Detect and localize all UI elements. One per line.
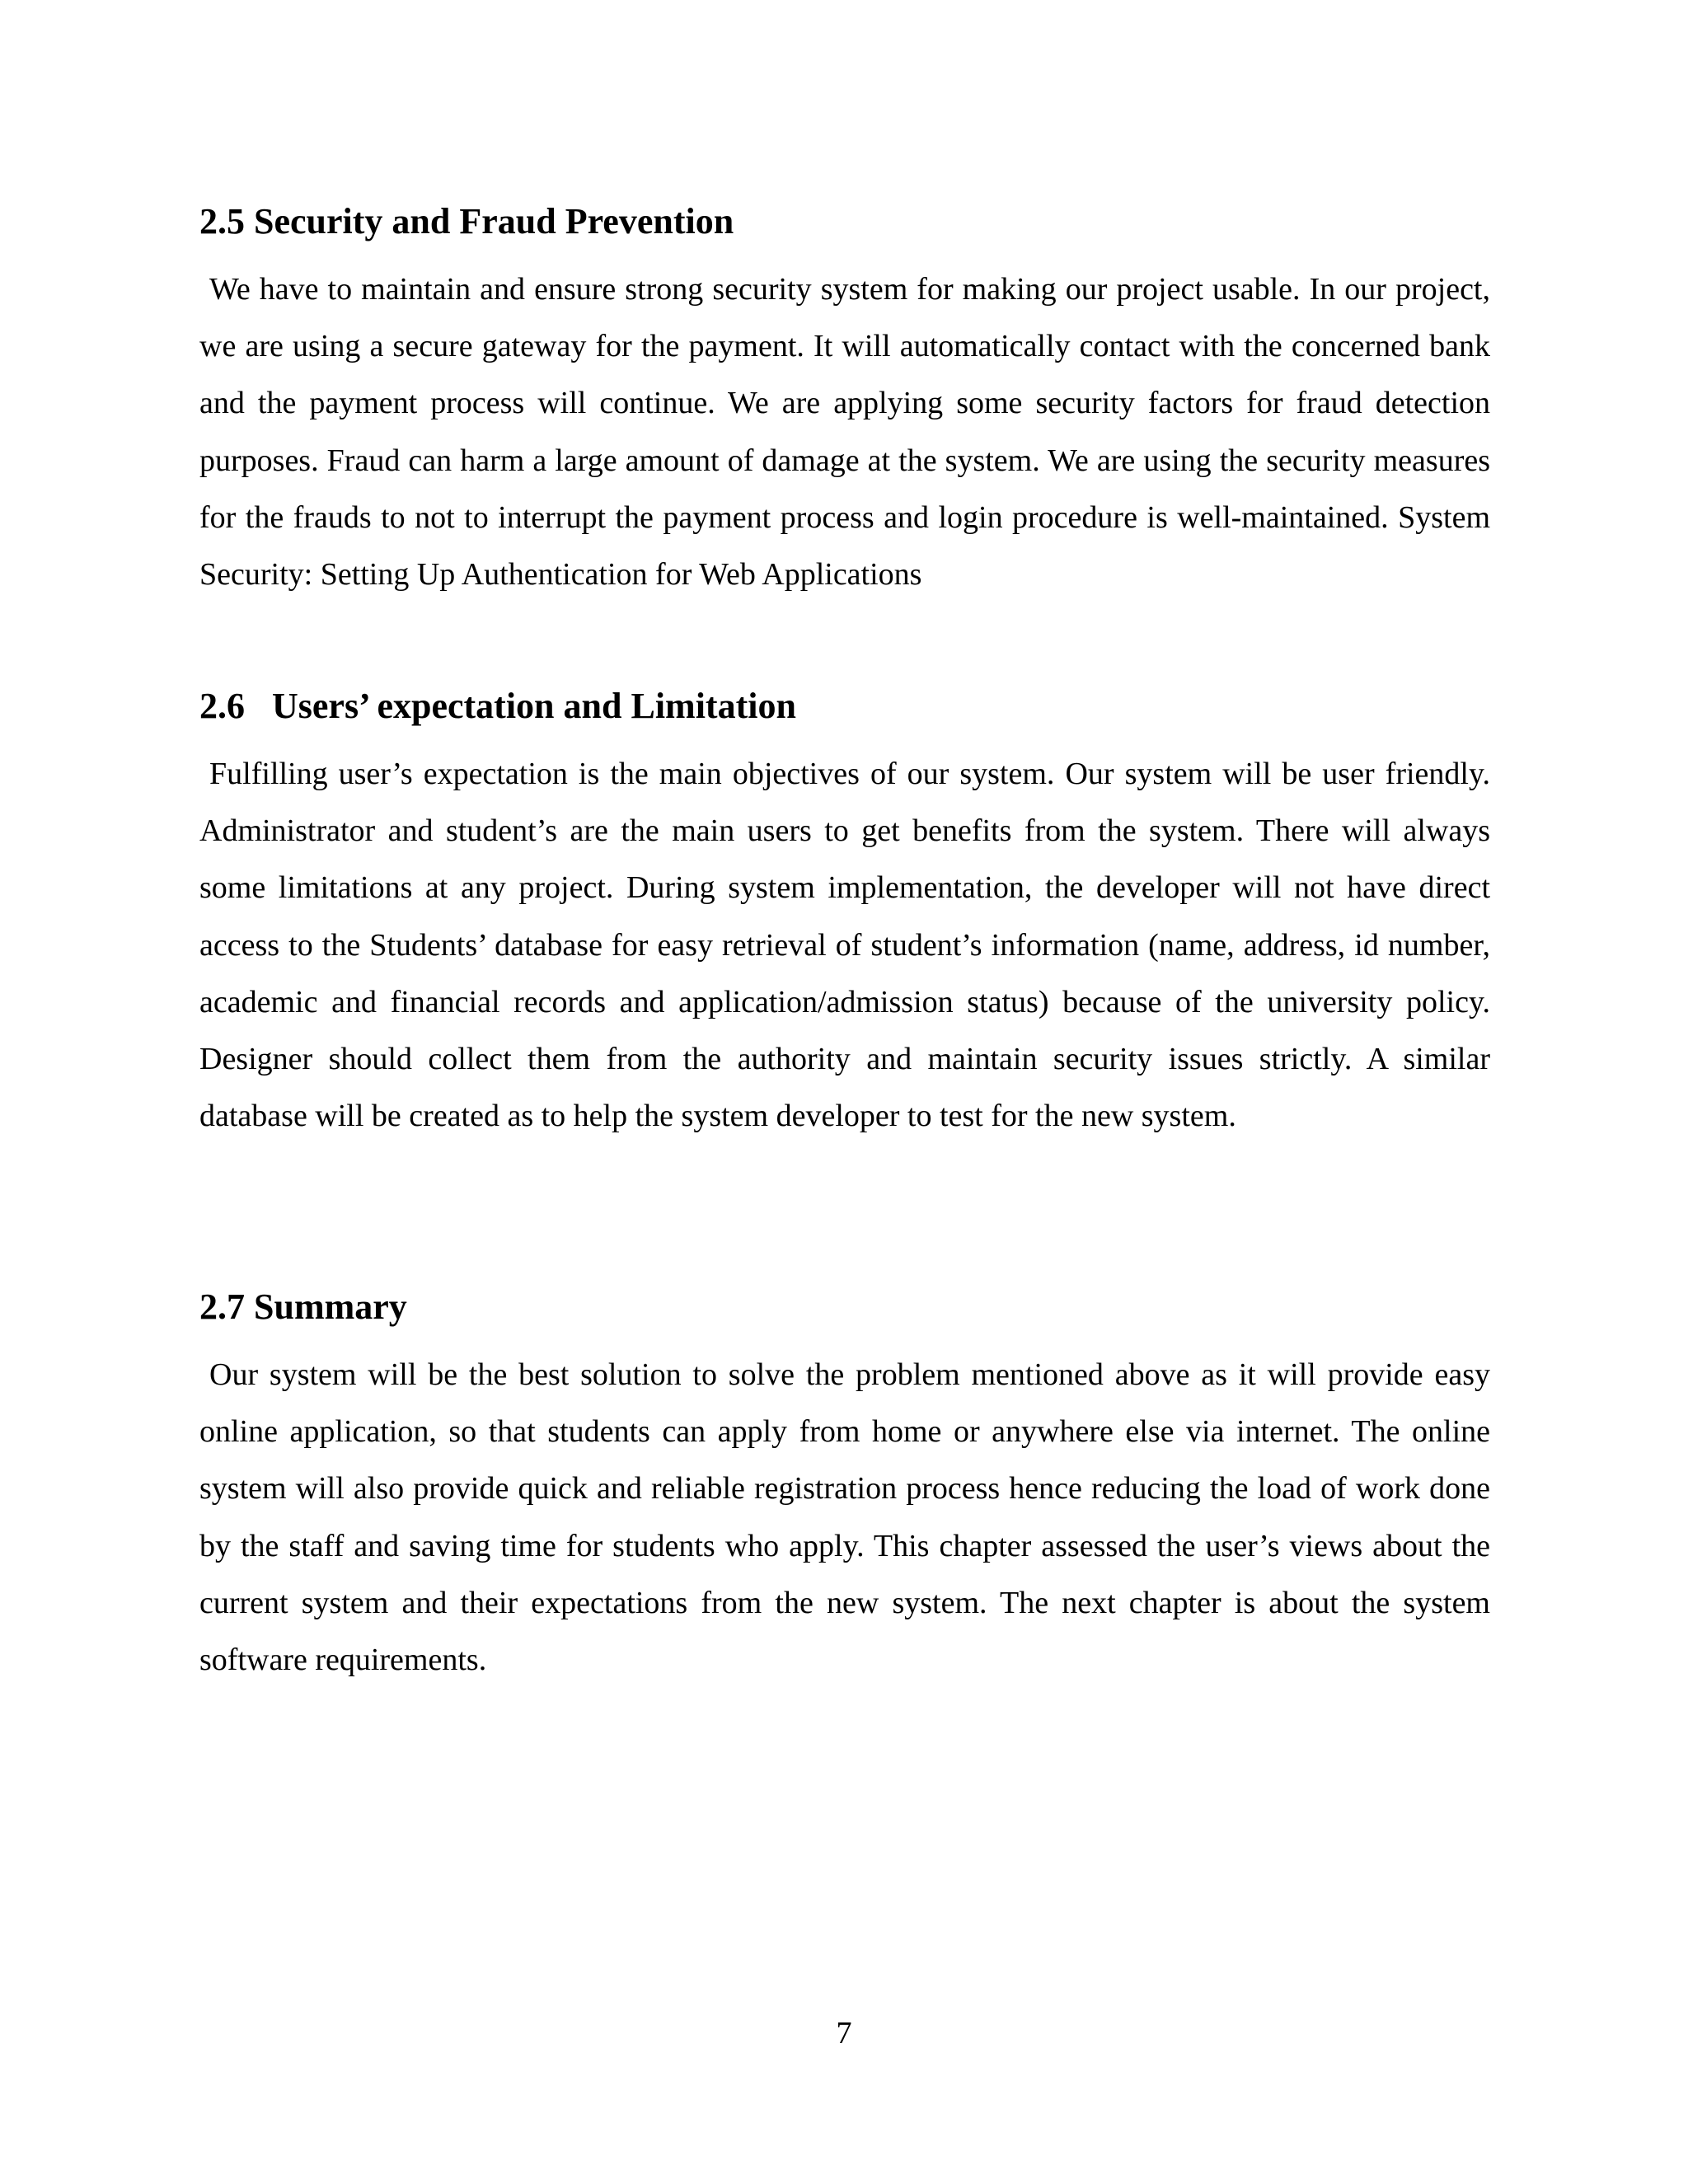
- section-security-fraud-prevention: [199, 200, 1490, 603]
- section-heading: 2.6 Users’ expectation and Limitation: [199, 686, 796, 726]
- section-users-expectation-limitation: [199, 685, 1490, 1145]
- page-number: 7: [836, 2016, 852, 2050]
- section-paragraph: Fulfilling user’s expectation is the main objectives of our system. Our system will be user friendly. Administrator and student’s are the main users to get benefits from the system. There will always some limitations at any project. During system implementation, the developer will not have direct access to the Students’ database for easy retrieval of student’s information (name, address, id number, academic and financial records and application/admission status) because of the university policy. Designer should collect them from the authority and maintain security issues strictly. A similar database will be created as to help the system developer to test for the new system.: [199, 757, 1490, 1134]
- section-paragraph: We have to maintain and ensure strong security system for making our project usable. In our project, we are using a secure gateway for the payment. It will automatically contact with the concerned bank and the payment process will continue. We are applying some security factors for fraud detection purposes. Fraud can harm a large amount of damage at the system. We are using the security measures for the frauds to not to interrupt the payment process and login procedure is well-maintained. System Security: Setting Up Authentication for Web Applications: [199, 272, 1490, 593]
- section-heading: 2.5 Security and Fraud Prevention: [199, 201, 734, 241]
- section-paragraph: Our system will be the best solution to solve the problem mentioned above as it will provide easy online application, so that students can apply from home or anywhere else via internet. The online system will also provide quick and reliable registration process hence reducing the load of work done by the staff and saving time for students who apply. This chapter assessed the user’s views about the current system and their expectations from the new system. The next chapter is about the system software requirements.: [199, 1357, 1490, 1678]
- section-heading: 2.7 Summary: [199, 1286, 407, 1327]
- section-summary: [199, 1286, 1490, 1689]
